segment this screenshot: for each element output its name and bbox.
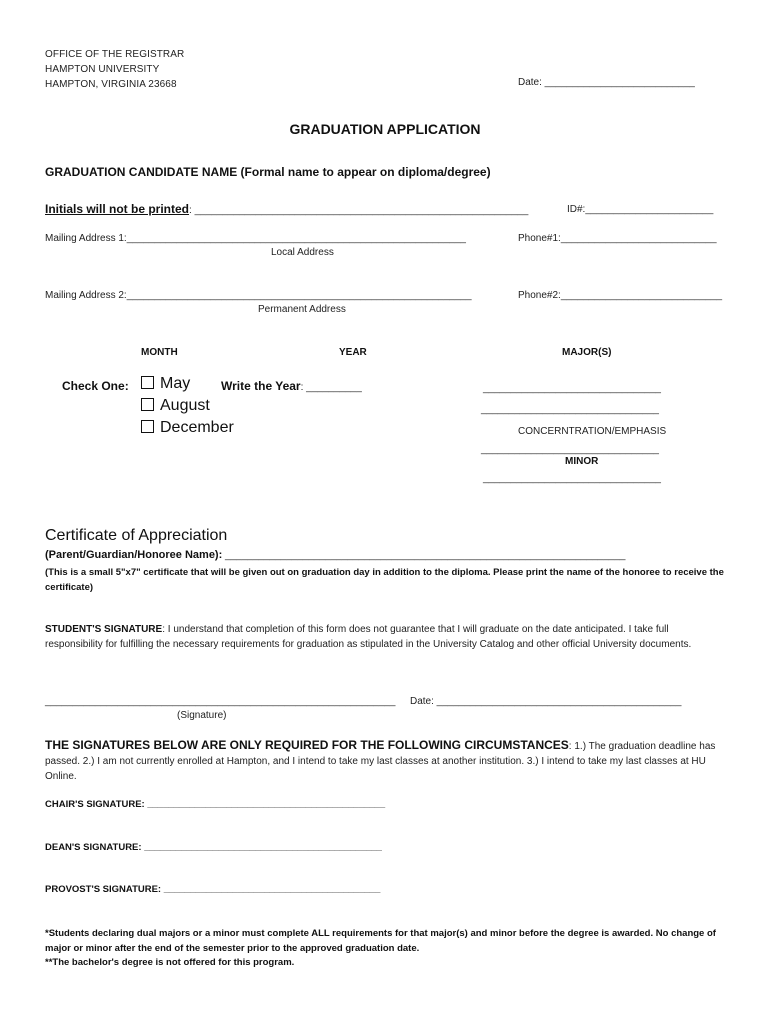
majors-heading: MAJOR(S) bbox=[562, 347, 612, 358]
circumstances-text: : 1.) The graduation deadline has passed. 2.) I am not currently enrolled at Hampton, and I intend to take my last classes at another institution. 3.) I intend to take my last classes at HU Online. bbox=[45, 741, 716, 782]
phone-2-field[interactable]: Phone#2:_____________________________ bbox=[518, 290, 723, 301]
name-field[interactable]: : ____________________________________________________________ bbox=[189, 205, 529, 216]
year-heading: YEAR bbox=[339, 347, 367, 358]
checkbox-december[interactable] bbox=[141, 419, 234, 437]
minor-caption: MINOR bbox=[565, 456, 599, 467]
minor-field[interactable]: ________________________________ bbox=[483, 473, 661, 484]
checkbox-icon[interactable] bbox=[141, 376, 154, 389]
office-line: OFFICE OF THE REGISTRAR bbox=[45, 49, 185, 60]
candidate-name-heading: GRADUATION CANDIDATE NAME (Formal name to appear on diploma/degree) bbox=[45, 165, 491, 179]
footnote-dual-majors: *Students declaring dual majors or a minor must complete ALL requirements for that major(s) and minor before the degree is awarded. No change of major or minor after the end of the semester prior to the approved graduation date. bbox=[45, 928, 716, 954]
certificate-heading: Certificate of Appreciation bbox=[45, 527, 228, 544]
circumstances-heading: THE SIGNATURES BELOW ARE ONLY REQUIRED FOR THE FOLLOWING CIRCUMSTANCES bbox=[45, 738, 569, 752]
chair-signature-field[interactable]: CHAIR'S SIGNATURE: _____________________________________________ bbox=[45, 799, 386, 810]
checkbox-august[interactable] bbox=[141, 397, 210, 415]
checkbox-icon[interactable] bbox=[141, 398, 154, 411]
city-line: HAMPTON, VIRGINIA 23668 bbox=[45, 79, 177, 90]
checkbox-may[interactable] bbox=[141, 375, 190, 393]
initials-row bbox=[45, 202, 528, 216]
dean-signature-field[interactable]: DEAN'S SIGNATURE: _____________________________________________ bbox=[45, 842, 382, 853]
registrar-address bbox=[45, 47, 184, 92]
signature-field[interactable]: _______________________________________________________________ bbox=[45, 696, 396, 707]
local-address-caption: Local Address bbox=[271, 247, 334, 258]
phone-1-field[interactable]: Phone#1:____________________________ bbox=[518, 233, 717, 244]
write-year-label: Write the Year bbox=[221, 379, 301, 393]
signature-date-field[interactable]: Date: ____________________________________________ bbox=[410, 696, 682, 707]
major-2-field[interactable]: ________________________________ bbox=[481, 404, 659, 415]
month-heading: MONTH bbox=[141, 347, 178, 358]
provost-signature-field[interactable]: PROVOST'S SIGNATURE: _________________________________________ bbox=[45, 884, 381, 895]
certificate-note: (This is a small 5"x7" certificate that will be given out on graduation day in addition to the diploma. Please print the name of the honoree to receive the certificate) bbox=[45, 567, 724, 593]
student-signature-statement bbox=[45, 622, 725, 652]
page-title: GRADUATION APPLICATION bbox=[289, 121, 481, 137]
university-line: HAMPTON UNIVERSITY bbox=[45, 64, 160, 75]
student-signature-text: : I understand that completion of this form does not guarantee that I will graduate on the date anticipated. I take full responsibility for fulfilling the necessary requirements for graduation as stipulated in the University Catalog and other official University documents. bbox=[45, 624, 692, 650]
id-field[interactable]: ID#:_______________________ bbox=[567, 204, 714, 215]
concentration-field[interactable]: ________________________________ bbox=[481, 444, 659, 455]
student-signature-label: STUDENT'S SIGNATURE bbox=[45, 624, 163, 635]
checkbox-icon[interactable] bbox=[141, 420, 154, 433]
year-field[interactable]: : __________ bbox=[300, 382, 362, 393]
check-one-label: Check One: bbox=[62, 379, 129, 393]
option-december-label: December bbox=[160, 419, 234, 436]
option-may-label: May bbox=[160, 375, 191, 392]
initials-label: Initials will not be printed bbox=[45, 202, 190, 216]
permanent-address-caption: Permanent Address bbox=[258, 304, 346, 315]
option-august-label: August bbox=[160, 397, 210, 414]
honoree-row bbox=[45, 549, 625, 561]
honoree-field[interactable]: ________________________________________________________________________ bbox=[222, 550, 626, 561]
date-field[interactable]: Date: ___________________________ bbox=[518, 77, 695, 88]
honoree-label: (Parent/Guardian/Honoree Name): bbox=[45, 549, 223, 561]
major-1-field[interactable]: ________________________________ bbox=[483, 383, 661, 394]
signature-caption: (Signature) bbox=[177, 710, 227, 721]
footnote-bachelors: **The bachelor's degree is not offered for this program. bbox=[45, 957, 295, 968]
mailing-address-1-field[interactable]: Mailing Address 1:_____________________________________________________________ bbox=[45, 233, 466, 244]
write-year-row bbox=[221, 379, 362, 393]
mailing-address-2-field[interactable]: Mailing Address 2:______________________________________________________________ bbox=[45, 290, 472, 301]
concentration-caption: CONCERNTRATION/EMPHASIS bbox=[518, 426, 667, 437]
circumstances-paragraph bbox=[45, 738, 735, 784]
